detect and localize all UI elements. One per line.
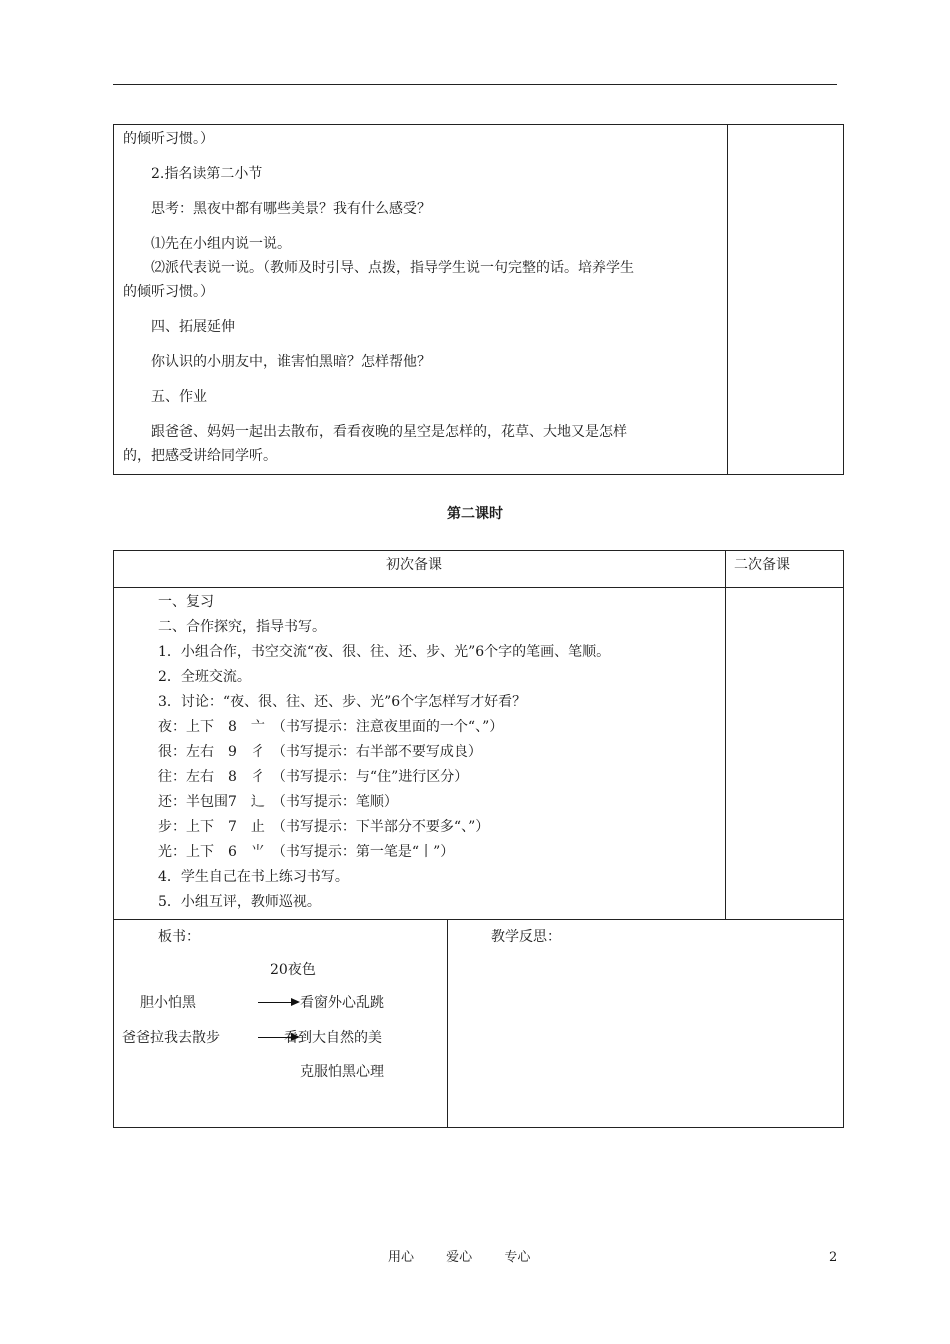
header-rule: [113, 84, 837, 85]
text-line: 思考：黑夜中都有哪些美景？我有什么感受？: [151, 201, 431, 217]
text-line: ⑵派代表说一说。（教师及时引导、点拨，指导学生说一句完整的话。培养学生: [151, 260, 634, 276]
text-line: 3．讨论：“夜、很、往、还、步、光”6个字怎样写才好看？: [158, 694, 527, 710]
text-line: 还：半包围7 辶 （书写提示：笔顺）: [158, 794, 398, 810]
text-line: 5．小组互评，教师巡视。: [158, 894, 321, 910]
text-line: 2.指名读第二小节: [151, 166, 263, 182]
text-line: 的，把感受讲给同学听。: [123, 448, 277, 464]
footer-motto: [388, 1249, 558, 1267]
text-line: 夜：上下 8 亠 （书写提示：注意夜里面的一个“、”）: [158, 719, 504, 735]
text-line: 四、拓展延伸: [151, 319, 235, 335]
column-divider: [727, 125, 728, 474]
board-row2-right: 看到大自然的美: [284, 1030, 382, 1046]
page-number: 2: [829, 1250, 838, 1265]
text-line: 往：左右 8 彳 （书写提示：与“住”进行区分）: [158, 769, 469, 785]
text-line: 一、复习: [158, 594, 214, 610]
board-row2-left: 爸爸拉我去散步: [122, 1030, 220, 1046]
text-line: 1．小组合作，书空交流“夜、很、往、还、步、光”6个字的笔画、笔顺。: [158, 644, 611, 660]
text-line: ⑴先在小组内说一说。: [151, 236, 291, 252]
board-row1-left: 胆小怕黑: [140, 995, 196, 1011]
text-line: 光：上下 6 ⺌ （书写提示：第一笔是“丨”）: [158, 844, 455, 860]
board-label: 板书：: [158, 929, 200, 945]
text-line: 跟爸爸、妈妈一起出去散布，看看夜晚的星空是怎样的，花草、大地又是怎样: [151, 424, 627, 440]
text-line: 2．全班交流。: [158, 669, 251, 685]
header-second-prep: 二次备课: [734, 557, 790, 573]
lesson-table: [113, 550, 844, 1128]
header-first-prep: 初次备课: [386, 557, 442, 573]
text-line: 的倾听习惯。）: [123, 131, 214, 147]
text-line: 4．学生自己在书上练习书写。: [158, 869, 349, 885]
board-row1-right: 看窗外心乱跳: [300, 995, 384, 1011]
board-title: 20夜色: [270, 962, 316, 978]
text-line: 步：上下 7 止 （书写提示：下半部分不要多“、”）: [158, 819, 490, 835]
footer-item: 用心: [388, 1250, 415, 1265]
arrow-icon: [258, 1037, 298, 1038]
text-line: 二、合作探究，指导书写。: [158, 619, 326, 635]
column-divider: [725, 551, 726, 919]
text-line: 的倾听习惯。）: [123, 284, 214, 300]
column-divider: [447, 919, 448, 1127]
text-line: 五、作业: [151, 389, 207, 405]
text-line: 很：左右 9 彳 （书写提示：右半部不要写成良）: [158, 744, 482, 760]
board-row3: 克服怕黑心理: [300, 1064, 384, 1080]
row-divider: [114, 919, 843, 920]
footer-item: 爱心: [446, 1250, 473, 1265]
arrow-icon: [258, 1002, 298, 1003]
lesson-table-continued: [113, 124, 844, 475]
footer-item: 专心: [504, 1250, 531, 1265]
text-line: 你认识的小朋友中，谁害怕黑暗？怎样帮他？: [151, 354, 431, 370]
reflection-label: 教学反思：: [491, 929, 561, 945]
section-title: 第二课时: [447, 506, 503, 522]
header-divider: [114, 587, 843, 588]
